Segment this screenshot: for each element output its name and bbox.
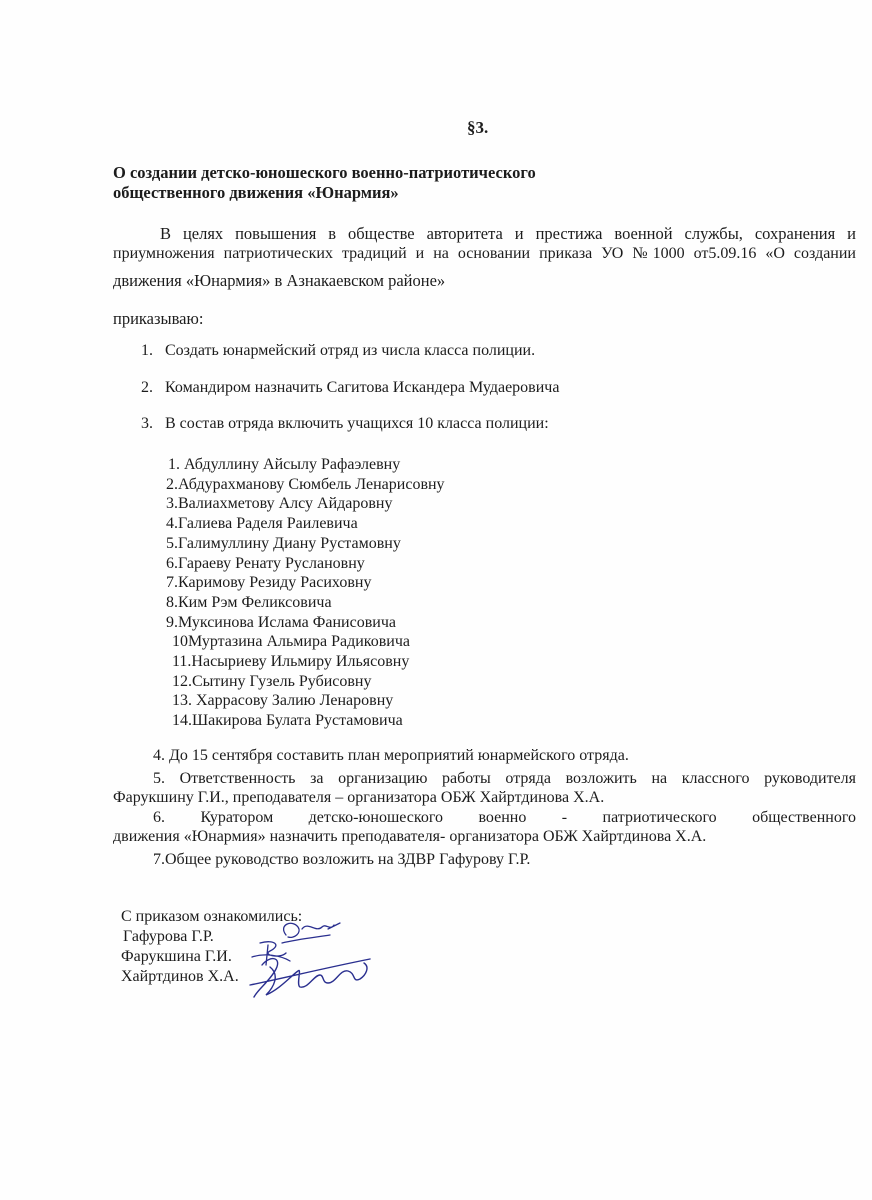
list-item: 5.Галимуллину Диану Рустамовну xyxy=(166,534,401,552)
item-number: 1. xyxy=(141,342,153,359)
intro-line-3: движения «Юнармия» в Азнакаевском районе» xyxy=(113,271,446,290)
item-text: Создать юнармейский отряд из числа класса полиции. xyxy=(165,342,536,359)
item-2 xyxy=(141,379,559,397)
item-number: 3. xyxy=(141,415,153,432)
order-title-line-1: О создании детско-юношеского военно-патриотического xyxy=(113,163,536,182)
item-6-line-2: движения «Юнармия» назначить преподавателя- организатора ОБЖ Хайртдинова Х.А. xyxy=(113,828,707,845)
list-item: 4.Галиева Раделя Раилевича xyxy=(166,515,358,533)
order-word: приказываю: xyxy=(113,309,204,328)
list-item: 2.Абдурахманову Сюмбель Ленарисовну xyxy=(166,475,445,493)
list-item: 9.Муксинова Ислама Фанисовича xyxy=(166,613,396,631)
item-1 xyxy=(141,342,535,360)
list-item: 10Муртазина Альмира Радиковича xyxy=(172,633,411,651)
item-6-line-1: 6. Куратором детско-юношеского военно - патриотического общественного xyxy=(153,809,856,826)
intro-line-2: приумножения патриотических традиций и на основании приказа УО №1000 от5.09.16 «О создании xyxy=(113,245,856,262)
acquainted-name-3: Хайртдинов Х.А. xyxy=(121,968,239,985)
item-3 xyxy=(141,415,549,433)
list-item: 11.Насыриеву Ильмиру Ильясовну xyxy=(172,653,410,671)
item-number: 2. xyxy=(141,379,153,396)
acquainted-name-2: Фарукшина Г.И. xyxy=(121,948,232,965)
intro-line-1: В целях повышения в обществе авторитета и престижа военной службы, сохранения и xyxy=(160,224,856,243)
list-item: 8.Ким Рэм Феликсовича xyxy=(166,593,332,611)
acquainted-name-1: Гафурова Г.Р. xyxy=(123,928,214,945)
order-title-line-2: общественного движения «Юнармия» xyxy=(113,183,399,202)
item-text: В состав отряда включить учащихся 10 класса полиции: xyxy=(165,415,549,432)
item-5-line-1: 5. Ответственность за организацию работы отряда возложить на классного руководителя xyxy=(153,770,856,787)
list-item: 6.Гараеву Ренату Руслановну xyxy=(166,554,365,572)
list-item: 13. Харрасову Залию Ленаровну xyxy=(172,692,394,710)
student-list xyxy=(166,455,445,731)
item-text: Командиром назначить Сагитова Искандера Мудаеровича xyxy=(165,379,560,396)
item-7: 7.Общее руководство возложить на ЗДВР Гафурову Г.Р. xyxy=(153,851,531,868)
list-item: 12.Сытину Гузель Рубисовну xyxy=(172,672,372,690)
list-item: 3.Валиахметову Алсу Айдаровну xyxy=(166,495,393,513)
acquainted-heading: С приказом ознакомились: xyxy=(121,908,303,925)
list-item: 7.Каримову Резиду Расиховну xyxy=(166,574,372,592)
item-5-line-2: Фарукшину Г.И., преподавателя – организатора ОБЖ Хайртдинова Х.А. xyxy=(113,789,605,806)
section-number: §3. xyxy=(467,118,489,137)
signature-khairtdinov xyxy=(240,945,380,1010)
list-item: 1. Абдуллину Айсылу Рафаэлевну xyxy=(168,456,401,473)
list-item: 14.Шакирова Булата Рустамовича xyxy=(172,712,403,730)
item-4: 4. До 15 сентября составить план мероприятий юнармейского отряда. xyxy=(153,747,629,764)
